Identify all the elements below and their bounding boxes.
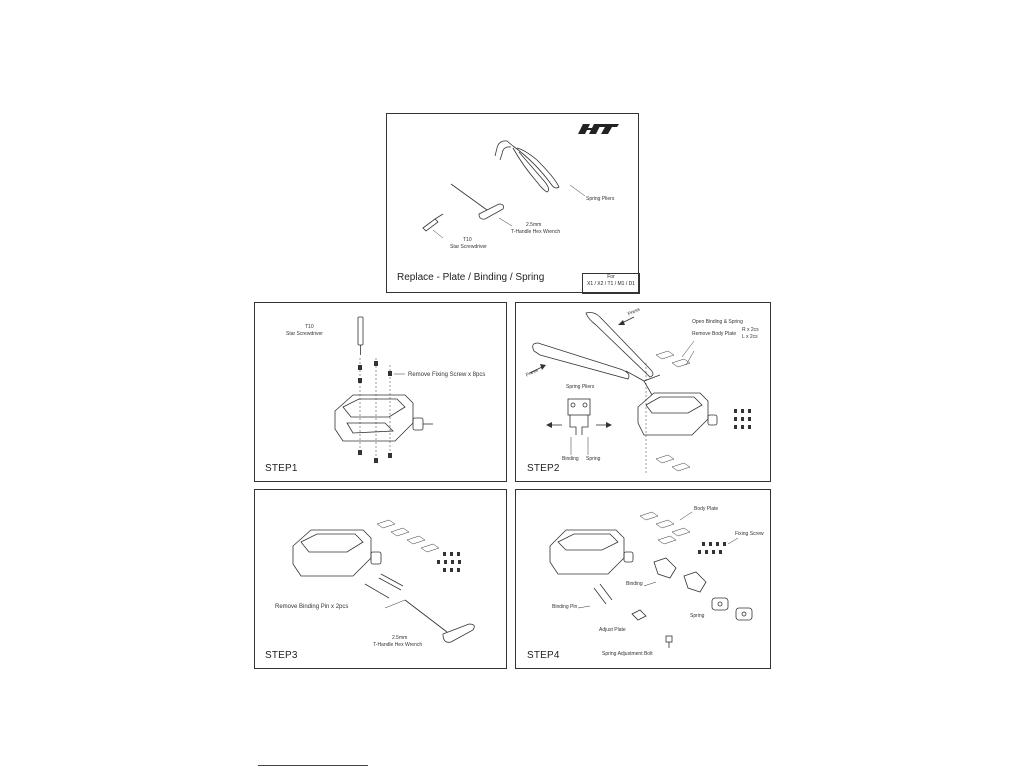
step3-instruction: Remove Binding Pin x 2pcs	[275, 604, 349, 610]
fixing-screws	[734, 409, 751, 429]
adjust-plate-label: Adjust Plate	[599, 627, 626, 633]
step1-label: STEP1	[265, 463, 298, 474]
pedal-icon	[638, 393, 717, 435]
spring-label: Spring	[586, 456, 601, 462]
fixing-screw-label: Fixing Screw	[735, 531, 764, 537]
l-quantity-label: L x 2cs	[742, 334, 758, 340]
body-plate-label: Body Plate	[694, 506, 719, 512]
binding-pins	[365, 574, 403, 598]
step1-panel	[254, 302, 507, 482]
step1-instruction: Remove Fixing Screw x 8pcs	[408, 372, 486, 378]
step1-illustration	[255, 303, 508, 483]
hex-wrench-icon	[405, 600, 474, 642]
body-plate-parts	[377, 520, 439, 552]
spring-label: Spring	[690, 613, 705, 619]
r-quantity-label: R x 2cs	[742, 327, 759, 333]
body-plate-parts	[656, 351, 690, 471]
pedal-icon	[293, 530, 381, 576]
open-binding-label: Open Binding & Spring	[692, 319, 743, 325]
fixing-screws	[437, 552, 461, 572]
tools-panel	[386, 113, 639, 293]
step3-tool-size: 2.5mm	[392, 635, 408, 641]
press-arrow-top-icon	[618, 317, 634, 325]
step1-tool-name: Star Screwdriver	[286, 331, 323, 337]
star-driver-name-label: Star Screwdriver	[450, 244, 487, 250]
spring-pliers-icon	[533, 313, 660, 396]
models-for-label: For	[607, 274, 615, 280]
remove-body-plate-label: Remove Body Plate	[692, 331, 737, 337]
step2-illustration	[516, 303, 772, 483]
page-edge-line	[258, 765, 368, 766]
step4-illustration	[516, 490, 772, 670]
step2-panel	[515, 302, 771, 482]
pedal-icon	[335, 395, 433, 441]
spring-adjustment-bolt-label: Spring Adjustment Bolt	[602, 651, 653, 657]
spring-adjustment-bolt-part	[666, 636, 672, 648]
models-list: X1 / X2 / T1 / M1 / D1	[587, 280, 635, 287]
star-driver-size-label: T10	[463, 237, 472, 243]
fixing-screws	[358, 361, 392, 463]
binding-parts	[654, 558, 706, 592]
spring-pliers-label: Spring Pliers	[586, 196, 615, 202]
binding-label: Binding	[562, 456, 579, 462]
spring-parts	[712, 598, 752, 620]
page-title: Replace - Plate / Binding / Spring	[397, 272, 545, 283]
arrow-left-icon	[546, 422, 562, 428]
spring-pliers-label: Spring Pliers	[566, 384, 595, 390]
arrow-right-icon	[596, 422, 612, 428]
body-plate-parts	[640, 512, 690, 544]
binding-label: Binding	[626, 581, 643, 587]
hex-wrench-size-label: 2.5mm	[526, 222, 542, 228]
spring-pliers-icon	[495, 141, 585, 196]
pedal-icon	[550, 530, 633, 574]
step3-label: STEP3	[265, 650, 298, 661]
step2-label: STEP2	[527, 463, 560, 474]
adjust-plate-part	[632, 610, 646, 620]
t-handle-hex-wrench-icon	[451, 184, 512, 226]
hex-wrench-name-label: T-Handle Hex Wrench	[511, 229, 561, 235]
binding-pins	[594, 584, 612, 604]
press-left-label: Press	[524, 367, 540, 379]
star-screwdriver-icon	[423, 214, 443, 238]
fixing-screws	[698, 542, 726, 554]
step1-tool-size: T10	[305, 324, 314, 330]
tools-illustration	[387, 114, 640, 294]
binding-pin-label: Binding Pin	[552, 604, 578, 610]
models-box	[582, 273, 640, 294]
step3-panel	[254, 489, 507, 669]
step4-panel	[515, 489, 771, 669]
ht-logo	[578, 124, 619, 134]
binding-spring-diagram	[568, 399, 590, 435]
press-top-label: Press	[626, 306, 642, 318]
screwdriver-icon	[358, 317, 363, 355]
step4-label: STEP4	[527, 650, 560, 661]
step3-tool-name: T-Handle Hex Wrench	[373, 642, 423, 648]
